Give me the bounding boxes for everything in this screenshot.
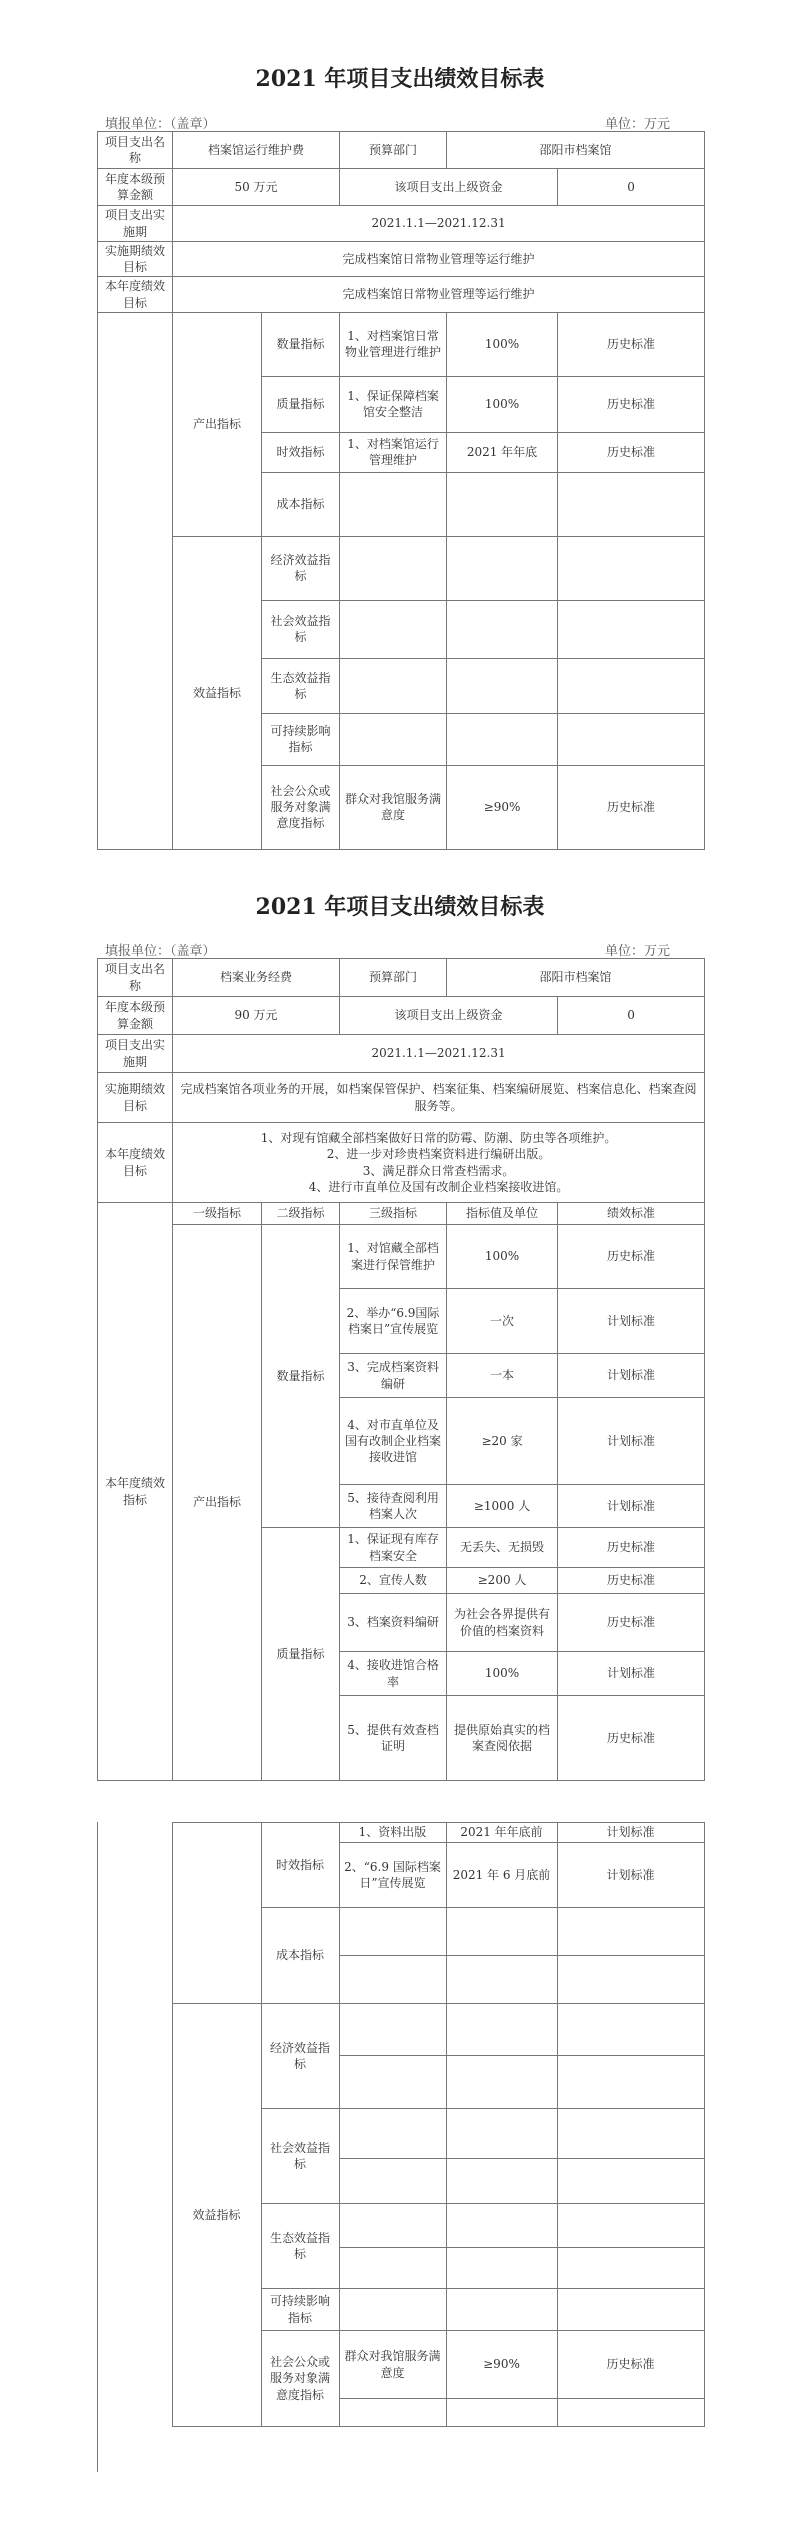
- time-value: 2021 年年底前: [446, 1823, 557, 1843]
- quality-indicator-label: 质量指标: [262, 376, 340, 432]
- output-indicator-label: 产出指标: [173, 1225, 262, 1781]
- quantity-standard: 计划标准: [558, 1289, 705, 1354]
- quality-item: 2、宣传人数: [340, 1568, 447, 1594]
- dept-name: 邵阳市档案馆: [447, 132, 705, 169]
- doc2-title: 2021 年项目支出绩效目标表: [255, 894, 545, 920]
- dept-label: 预算部门: [340, 132, 447, 169]
- quality-standard: 历史标准: [558, 1696, 705, 1781]
- quantity-item: 5、接待查阅利用档案人次: [340, 1485, 447, 1528]
- quantity-value: 一次: [447, 1289, 558, 1354]
- budget-label: 年度本级预算金额: [98, 169, 173, 206]
- doc1-table: [97, 131, 705, 850]
- period-label: 项目支出实施期: [98, 1035, 173, 1073]
- doc2-fill-unit: 填报单位：（盖章）: [105, 944, 216, 959]
- satisfaction-indicator-label: 社会公众或服务对象满意度指标: [261, 2331, 339, 2427]
- goal-value: 完成档案馆各项业务的开展，如档案保管保护、档案征集、档案编研展览、档案信息化、档案查阅服务等。: [173, 1073, 705, 1123]
- quality-value: 提供原始真实的档案查阅依据: [447, 1696, 558, 1781]
- budget-label: 年度本级预算金额: [98, 997, 173, 1035]
- dept-label: 预算部门: [340, 959, 447, 997]
- budget-value: 90 万元: [173, 997, 340, 1035]
- econ-indicator-label: 经济效益指标: [261, 2004, 339, 2109]
- time-value: 2021 年年底: [447, 432, 558, 472]
- quality-item: 5、提供有效查档证明: [340, 1696, 447, 1781]
- budget-value: 50 万元: [173, 169, 340, 206]
- quality-indicator-label: 质量指标: [262, 1528, 340, 1781]
- satisfaction-item: 群众对我馆服务满意度: [340, 765, 447, 849]
- doc2-unit: 单位：万元: [605, 944, 671, 959]
- upper-fund-value: 0: [558, 997, 705, 1035]
- annual-goal-1: 1、对现有馆藏全部档案做好日常的防霉、防潮、防虫等各项维护。: [260, 1131, 617, 1146]
- time-standard: 计划标准: [557, 1823, 704, 1843]
- header-standard: 绩效标准: [558, 1203, 705, 1225]
- project-name: 档案业务经费: [173, 959, 340, 997]
- satisfaction-value: ≥90%: [446, 2331, 557, 2399]
- goal-value: 完成档案馆日常物业管理等运行维护: [173, 242, 705, 277]
- satisfaction-value: ≥90%: [447, 765, 558, 849]
- quality-value: ≥200 人: [447, 1568, 558, 1594]
- annual-goal-2: 2、进一步对珍贵档案资料进行编研出版。: [326, 1147, 551, 1162]
- period-value: 2021.1.1—2021.12.31: [173, 206, 705, 242]
- dept-name: 邵阳市档案馆: [447, 959, 705, 997]
- project-label: 项目支出名称: [98, 959, 173, 997]
- eco-indicator-label: 生态效益指标: [262, 658, 340, 713]
- econ-indicator-label: 经济效益指标: [262, 536, 340, 600]
- quality-standard: 历史标准: [558, 1568, 705, 1594]
- quantity-indicator-label: 数量指标: [262, 312, 340, 376]
- output-indicator-cont: [172, 1823, 261, 2004]
- satisfaction-standard: 历史标准: [558, 765, 705, 849]
- time-value: 2021 年 6 月底前: [446, 1843, 557, 1908]
- cost-indicator-label: 成本指标: [261, 1908, 339, 2004]
- header-level2: 二级指标: [262, 1203, 340, 1225]
- quality-item: 3、档案资料编研: [340, 1594, 447, 1652]
- period-label: 项目支出实施期: [98, 206, 173, 242]
- header-level3: 三级指标: [340, 1203, 447, 1225]
- quantity-standard: 计划标准: [558, 1354, 705, 1398]
- quality-value: 无丢失、无损毁: [447, 1528, 558, 1568]
- eco-indicator-label: 生态效益指标: [261, 2204, 339, 2289]
- sustain-indicator-label: 可持续影响指标: [262, 713, 340, 765]
- quality-item: 4、接收进馆合格率: [340, 1652, 447, 1696]
- project-name: 档案馆运行维护费: [173, 132, 340, 169]
- time-indicator-label: 时效指标: [261, 1823, 339, 1908]
- annual-indicator-label: 本年度绩效指标: [98, 1203, 173, 1781]
- quantity-item: 4、对市直单位及国有改制企业档案接收进馆: [340, 1398, 447, 1485]
- quality-value: 100%: [447, 376, 558, 432]
- doc1-unit: 单位：万元: [605, 117, 671, 132]
- satisfaction-standard: 历史标准: [557, 2331, 704, 2399]
- blank-cell: [97, 2004, 172, 2427]
- time-item: 1、对档案馆运行管理维护: [340, 432, 447, 472]
- doc1-fill-unit: 填报单位：（盖章）: [105, 117, 216, 132]
- quantity-item: 2、举办“6.9国际档案日”宣传展览: [340, 1289, 447, 1354]
- quality-value: 100%: [447, 1652, 558, 1696]
- quantity-value: ≥20 家: [447, 1398, 558, 1485]
- benefit-indicator-label: 效益指标: [173, 536, 262, 849]
- quantity-standard: 计划标准: [558, 1485, 705, 1528]
- upper-fund-label: 该项目支出上级资金: [340, 997, 558, 1035]
- quantity-standard: 计划标准: [558, 1398, 705, 1485]
- period-value: 2021.1.1—2021.12.31: [173, 1035, 705, 1073]
- time-standard: 历史标准: [558, 432, 705, 472]
- goal-label: 实施期绩效目标: [98, 1073, 173, 1123]
- satisfaction-item: 群众对我馆服务满意度: [339, 2331, 446, 2399]
- sustain-indicator-label: 可持续影响指标: [261, 2289, 339, 2331]
- time-item: 2、“6.9 国际档案日”宣传展览: [339, 1843, 446, 1908]
- header-value: 指标值及单位: [447, 1203, 558, 1225]
- project-label: 项目支出名称: [98, 132, 173, 169]
- quantity-value: 一本: [447, 1354, 558, 1398]
- quality-item: 1、保证保障档案馆安全整洁: [340, 376, 447, 432]
- quantity-value: ≥1000 人: [447, 1485, 558, 1528]
- annual-goal-3: 3、满足群众日常查档需求。: [362, 1163, 515, 1178]
- social-indicator-label: 社会效益指标: [262, 600, 340, 658]
- annual-goal-4: 4、进行市直单位及国有改制企业档案接收进馆。: [308, 1179, 569, 1194]
- social-indicator-label: 社会效益指标: [261, 2109, 339, 2204]
- cost-indicator-label: 成本指标: [262, 472, 340, 536]
- blank-cell: [98, 312, 173, 849]
- upper-fund-value: 0: [558, 169, 705, 206]
- annual-label: 本年度绩效目标: [98, 1123, 173, 1203]
- quality-standard: 历史标准: [558, 1594, 705, 1652]
- doc2-table-continued: [97, 1822, 705, 2427]
- upper-fund-label: 该项目支出上级资金: [340, 169, 558, 206]
- quantity-value: 100%: [447, 312, 558, 376]
- annual-goals: [173, 1123, 705, 1203]
- quantity-indicator-label: 数量指标: [262, 1225, 340, 1528]
- quantity-standard: 历史标准: [558, 1225, 705, 1289]
- quality-item: 1、保证现有库存档案安全: [340, 1528, 447, 1568]
- quantity-standard: 历史标准: [558, 312, 705, 376]
- time-indicator-label: 时效指标: [262, 432, 340, 472]
- output-indicator-label: 产出指标: [173, 312, 262, 536]
- quantity-item: 3、完成档案资料编研: [340, 1354, 447, 1398]
- satisfaction-indicator-label: 社会公众或服务对象满意度指标: [262, 765, 340, 849]
- annual-label: 本年度绩效目标: [98, 277, 173, 312]
- quality-value: 为社会各界提供有价值的档案资料: [447, 1594, 558, 1652]
- quantity-item: 1、对档案馆日常物业管理进行维护: [340, 312, 447, 376]
- header-level1: 一级指标: [173, 1203, 262, 1225]
- quality-standard: 历史标准: [558, 1528, 705, 1568]
- quantity-value: 100%: [447, 1225, 558, 1289]
- blank-cell: [97, 1823, 172, 2004]
- quality-standard: 历史标准: [558, 376, 705, 432]
- quantity-item: 1、对馆藏全部档案进行保管维护: [340, 1225, 447, 1289]
- quality-standard: 计划标准: [558, 1652, 705, 1696]
- doc2-table: [97, 958, 705, 1781]
- time-item: 1、资料出版: [339, 1823, 446, 1843]
- annual-value: 完成档案馆日常物业管理等运行维护: [173, 277, 705, 312]
- time-standard: 计划标准: [557, 1843, 704, 1908]
- doc1-title: 2021 年项目支出绩效目标表: [255, 66, 545, 92]
- benefit-indicator-label: 效益指标: [172, 2004, 261, 2427]
- goal-label: 实施期绩效目标: [98, 242, 173, 277]
